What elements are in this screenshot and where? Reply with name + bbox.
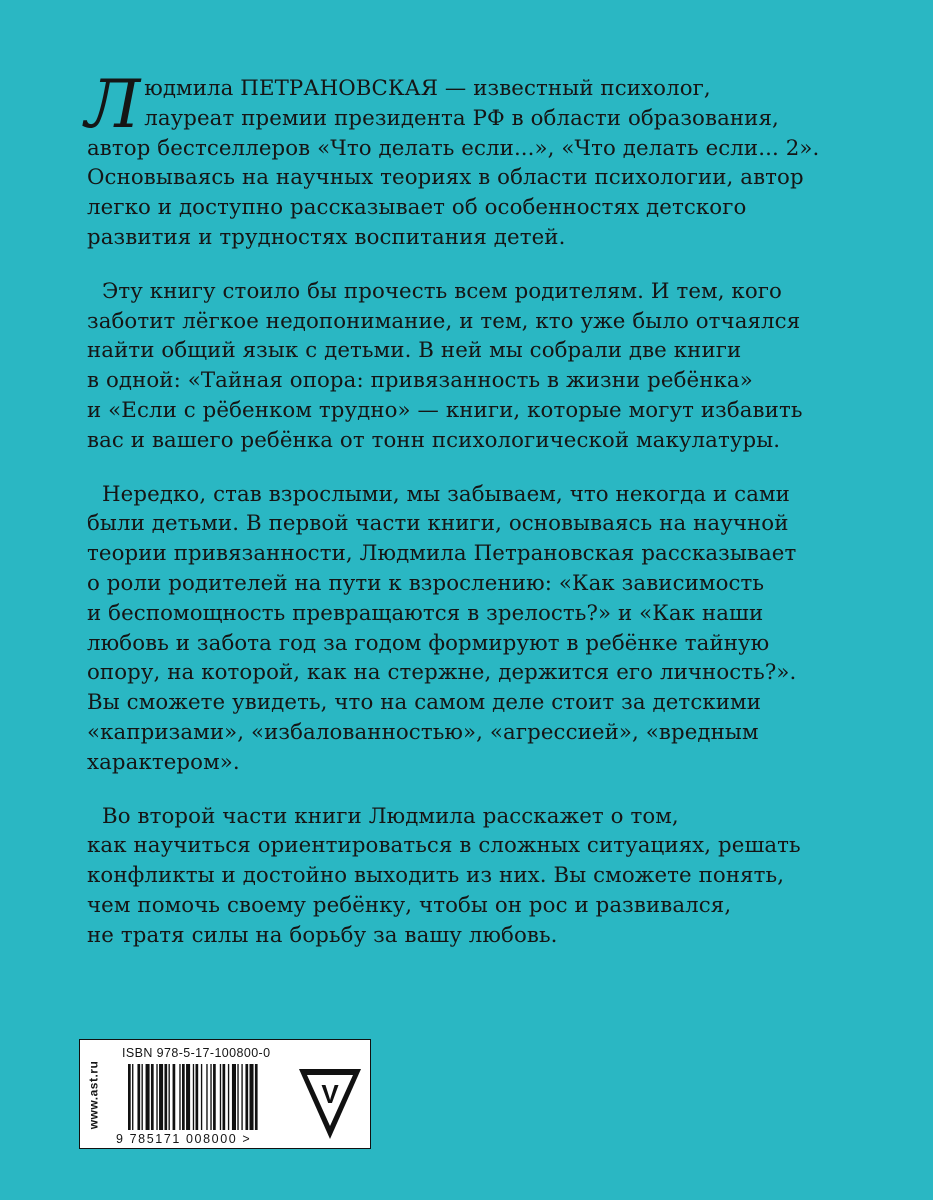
barcode-bar: [128, 1064, 131, 1130]
drop-cap-letter: Л: [85, 66, 141, 143]
barcode-bar: [250, 1064, 254, 1130]
barcode-bar: [213, 1064, 216, 1130]
barcode-bar: [173, 1064, 176, 1130]
paragraph-book-recommendation: Эту книгу стоило бы прочесть всем родителям. И тем, кого заботит лёгкое недопонимание, и тем, кто уже было отчаялся найти общий язык с детьми. В ней мы собрали две книги в одной: «Тайная опора: привязанность в жизни ребёнка» и «Если с рёбенком трудно» — книги, которые могут избавить вас и вашего ребёнка от тонн психологической макулатуры.: [87, 278, 803, 453]
barcode-image: [126, 1064, 290, 1130]
barcode-bar: [156, 1064, 157, 1130]
barcode-bar: [196, 1064, 199, 1130]
barcode-bar: [206, 1064, 207, 1130]
barcode-bar: [179, 1064, 180, 1130]
publisher-url-text: www.ast.ru: [86, 1060, 101, 1130]
publisher-v-logo-icon: [296, 1066, 364, 1142]
barcode-bar: [142, 1064, 143, 1130]
barcode-bar: [237, 1064, 238, 1130]
barcode-bar: [210, 1064, 211, 1130]
publisher-url: [80, 1040, 106, 1150]
paragraph-author-intro-text: юдмила ПЕТРАНОВСКАЯ — известный психолог, лауреат премии президента РФ в области образования, автор бестселлеров «Что делать если...», «Что делать если... 2». Основываясь на научных теориях в области психологии, автор легко и доступно рассказывает об особенностях детского развития и трудностях воспитания детей.: [87, 76, 820, 250]
barcode-bar: [193, 1064, 194, 1130]
paragraph-second-part: Во второй части книги Людмила расскажет о том, как научиться ориентироваться в сложных ситуациях, решать конфликты и достойно выходить из них. Вы сможете понять, чем помочь своему ребёнку, чтобы он рос и развивался, не тратя силы на борьбу за вашу любовь.: [87, 803, 801, 948]
barcode-bar: [220, 1064, 221, 1130]
barcode-bar: [164, 1064, 167, 1130]
paragraph-first-part: Нередко, став взрослыми, мы забываем, что некогда и сами были детьми. В первой части книги, основываясь на научной теории привязанности, Людмила Петрановская рассказывает о роли родителей на пути к взрослению: «Как зависимость и беспомощность превращаются в зрелость?» и «Как наши любовь и забота год за годом формируют в ребёнке тайную опору, на которой, как на стержне, держится его личность?». Вы сможете увидеть, что на самом деле стоит за детскими «капризами», «избалованностью», «агрессией», «вредным характером».: [87, 481, 797, 775]
barcode-bar: [241, 1064, 242, 1130]
barcode-bar: [201, 1064, 202, 1130]
barcode-bar: [159, 1064, 163, 1130]
barcode-bar: [223, 1064, 226, 1130]
barcode-bar: [228, 1064, 229, 1130]
barcode-bar: [151, 1064, 154, 1130]
barcode-bar: [182, 1064, 185, 1130]
barcode-bar: [146, 1064, 150, 1130]
description-text: [85, 66, 867, 975]
barcode-digits: 9 785171 008000 >: [116, 1132, 252, 1146]
barcode-bar: [232, 1064, 236, 1130]
barcode-bar: [186, 1064, 190, 1130]
isbn-barcode-box: [79, 1039, 371, 1149]
barcode-bar: [169, 1064, 170, 1130]
barcode-bar: [137, 1064, 140, 1130]
barcode-bar: [245, 1064, 248, 1130]
barcode-bar: [255, 1064, 258, 1130]
paragraph-author-intro: [85, 66, 867, 253]
isbn-number: ISBN 978-5-17-100800-0: [122, 1046, 271, 1060]
barcode-bar: [132, 1064, 133, 1130]
logo-letter: V: [321, 1079, 339, 1109]
